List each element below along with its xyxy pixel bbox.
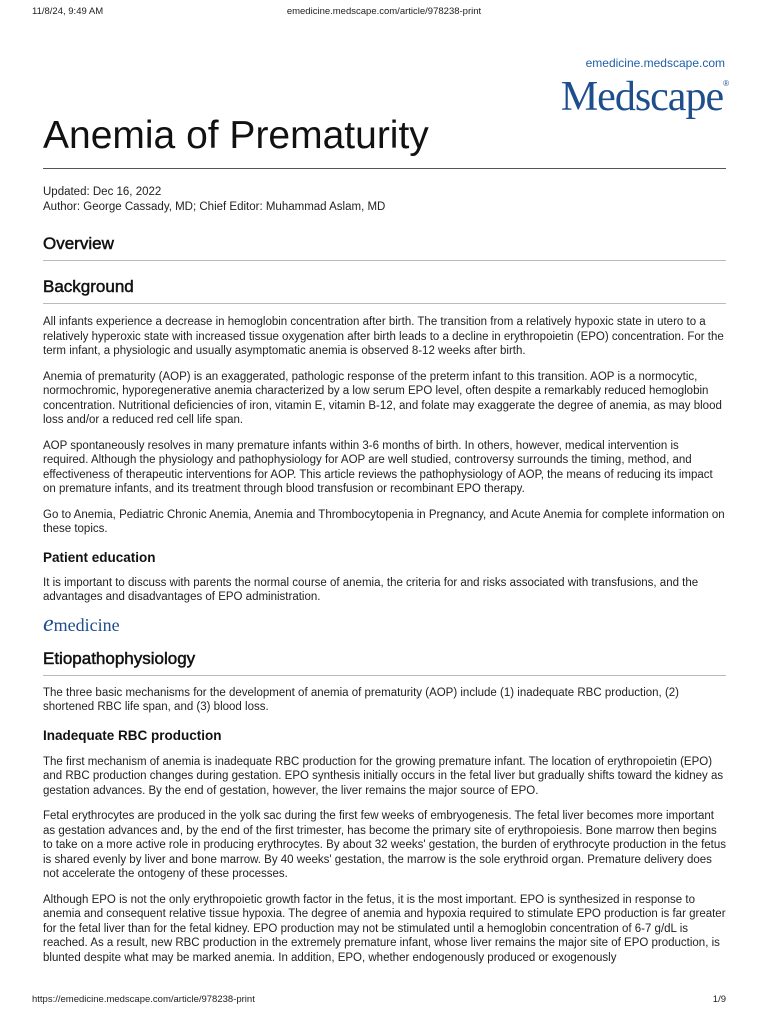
patient-education-section xyxy=(43,549,726,605)
title-divider xyxy=(43,168,726,169)
emedicine-logo-e: e xyxy=(43,610,54,637)
etiopathophysiology-divider xyxy=(43,675,726,676)
page-number: 1/9 xyxy=(712,994,726,1005)
inadequate-rbc-paragraph: Fetal erythrocytes are produced in the yolk sac during the first few weeks of embryogenesis. The fetal liver becomes more important as gestation advances and, by the end of the first trimester, has become the primary site of erythropoiesis. Bone marrow then begins to take on a more active role in producing erythrocytes. By about 32 weeks' gestation, the burden of erythrocyte production in the fetus is shared evenly by liver and bone marrow. By 40 weeks' gestation, the marrow is the sole erythroid organ. Premature delivery does not accelerate the ontogeny of these processes. xyxy=(43,810,727,880)
background-paragraph: AOP spontaneously resolves in many premature infants within 3-6 months of birth. In others, however, medical intervention is required. Although the physiology and pathophysiology for AOP are well studied, controversy surrounds the timing, method, and effectiveness of therapeutic interventions for AOP. This article reviews the pathophysiology of AOP, the means of reducing its impact on premature infants, and its treatment through blood transfusion or recombinant EPO therapy. xyxy=(43,439,713,495)
background-paragraph: Anemia of prematurity (AOP) is an exaggerated, pathologic response of the preterm infant to this transition. AOP is a normocytic, normochromic, hyporegenerative anemia characterized by a low serum EPO level, often despite a remarkably reduced hemoglobin concentration. Nutritional deficiencies of iron, vitamin E, vitamin B-12, and folate may exaggerate the degree of anemia, as may blood loss and/or a reduced red cell life span. xyxy=(43,370,722,426)
background-heading: Background xyxy=(43,277,134,296)
emedicine-logo[interactable] xyxy=(43,611,726,638)
emedicine-logo-text: medicine xyxy=(53,614,120,635)
background-divider xyxy=(43,303,726,304)
etiopathophysiology-heading: Etiopathophysiology xyxy=(43,648,196,668)
overview-heading: Overview xyxy=(43,234,114,253)
overview-section xyxy=(43,233,726,261)
etiopathophysiology-section xyxy=(43,648,726,715)
background-section xyxy=(43,276,726,537)
logo-mark: ® xyxy=(723,79,728,88)
background-paragraph: Go to Anemia, Pediatric Chronic Anemia, Anemia and Thrombocytopenia in Pregnancy, and Acute Anemia for complete information on these topics. xyxy=(43,508,725,535)
overview-divider xyxy=(43,260,726,261)
article-meta xyxy=(43,185,726,215)
etiopathophysiology-intro: The three basic mechanisms for the development of anemia of prematurity (AOP) include (1) inadequate RBC production, (2) shortened RBC life span, and (3) blood loss. xyxy=(43,686,680,713)
print-footer-url: https://emedicine.medscape.com/article/978238-print xyxy=(32,994,255,1005)
patient-education-paragraph: It is important to discuss with parents the normal course of anemia, the criteria for and risks associated with transfusions, and the advantages and disadvantages of EPO administration. xyxy=(43,576,699,603)
patient-education-heading: Patient education xyxy=(43,549,156,565)
inadequate-rbc-section xyxy=(43,727,726,966)
updated-date: Updated: Dec 16, 2022 xyxy=(43,186,162,198)
inadequate-rbc-heading: Inadequate RBC production xyxy=(43,727,222,743)
page-title: Anemia of Prematurity xyxy=(43,114,429,157)
print-datetime: 11/8/24, 9:49 AM xyxy=(32,6,104,17)
logo-text: Medscape xyxy=(560,74,724,120)
inadequate-rbc-paragraph: Although EPO is not the only erythropoietic growth factor in the fetus, it is the most important. EPO is synthesized in response to anemia and consequent relative tissue hypoxia. The degree of anemia and hypoxia required to stimulate EPO production is far greater for the fetal liver than for the fetal kidney. EPO production may not be stimulated until a hemoglobin concentration of 6-7 g/dL is reached. As a result, new RBC production in the extremely premature infant, whose liver remains the major site of EPO production, is blunted despite what may be marked anemia. In addition, EPO, whether endogenously produced or exogenously xyxy=(43,893,726,964)
site-link[interactable]: emedicine.medscape.com xyxy=(585,56,725,70)
author-line: Author: George Cassady, MD; Chief Editor: Muhammad Aslam, MD xyxy=(43,201,386,213)
print-url: emedicine.medscape.com/article/978238-print xyxy=(286,6,482,17)
inadequate-rbc-paragraph: The first mechanism of anemia is inadequate RBC production for the growing premature infant. The location of erythropoietin (EPO) and RBC production changes during gestation. EPO synthesis initially occurs in the fetal liver but gradually shifts toward the kidney as gestation advances. By the end of gestation, however, the liver remains the major source of EPO. xyxy=(43,755,724,797)
article xyxy=(43,110,726,965)
background-paragraph: All infants experience a decrease in hemoglobin concentration after birth. The transition from a relatively hypoxic state in utero to a relatively hyperoxic state with increased tissue oxygenation after birth leads to a decline in erythropoietin (EPO) concentration. For the term infant, a physiologic and usually asymptomatic anemia is observed 8-12 weeks after birth. xyxy=(43,316,724,357)
